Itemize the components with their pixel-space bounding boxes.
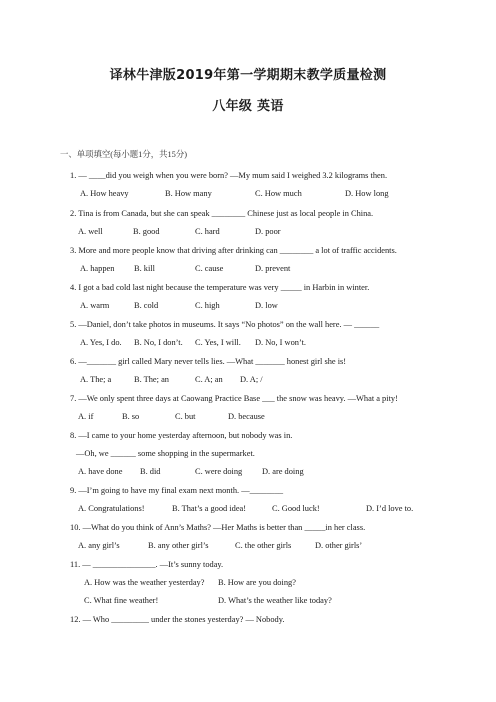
option: C. were doing — [195, 467, 243, 476]
option: A. How was the weather yesterday? — [84, 578, 205, 587]
question-3: 3. More and more people know that driving after drinking can ________ a lot of traffic accidents. — [70, 246, 397, 255]
option: C. What fine weather! — [84, 596, 159, 605]
option: D. other girls’ — [315, 541, 363, 550]
question-8: 8. —I came to your home yesterday afternoon, but nobody was in. — [70, 431, 293, 440]
option: A. have done — [78, 467, 123, 476]
option: B. How are you doing? — [218, 578, 296, 587]
option: B. good — [133, 227, 160, 236]
question-2: 2. Tina is from Canada, but she can speak ________ Chinese just as local people in China. — [70, 209, 374, 218]
option: B. cold — [134, 301, 159, 310]
option: A. if — [78, 412, 94, 421]
option: D. low — [255, 301, 278, 310]
question-6: 6. —_______ girl called Mary never tells lies. —What _______ honest girl she is! — [70, 357, 347, 366]
option: B. The; an — [134, 375, 169, 384]
option: A. Yes, I do. — [80, 338, 122, 347]
question-1: 1. — ____did you weigh when you were born? —My mum said I weighed 3.2 kilograms then. — [70, 171, 388, 180]
option: A. happen — [80, 264, 115, 273]
question-8-reply: —Oh, we ______ some shopping in the supermarket. — [76, 449, 255, 458]
question-11: 11. — _______________. —It’s sunny today. — [70, 560, 224, 569]
option: C. the other girls — [235, 541, 292, 550]
option: C. but — [175, 412, 196, 421]
option: D. How long — [345, 189, 389, 198]
option: C. high — [195, 301, 220, 310]
option: A. Congratulations! — [78, 504, 145, 513]
question-5: 5. —Daniel, don’t take photos in museums. It says “No photos” on the wall here. — ______ — [70, 320, 380, 329]
option: B. That’s a good idea! — [172, 504, 247, 513]
exam-subtitle: 八年级 英语 — [212, 99, 284, 114]
option: C. Yes, I will. — [195, 338, 241, 347]
section-heading: 一、单项填空(每小题1分，共15分) — [60, 150, 188, 159]
option: C. cause — [195, 264, 224, 273]
option: B. so — [122, 412, 140, 421]
option: B. any other girl’s — [148, 541, 209, 550]
question-7: 7. —We only spent three days at Caowang Practice Base ___ the snow was heavy. —What a pity! — [70, 394, 398, 403]
option: A. The; a — [80, 375, 112, 384]
option: D. A; / — [240, 375, 263, 384]
question-9: 9. —I’m going to have my final exam next month. —________ — [70, 486, 284, 495]
option: D. prevent — [255, 264, 291, 273]
question-4: 4. I got a bad cold last night because the temperature was very _____ in Harbin in winter. — [70, 283, 370, 292]
option: C. hard — [195, 227, 220, 236]
option: D. poor — [255, 227, 281, 236]
option: C. A; an — [195, 375, 223, 384]
option: D. What’s the weather like today? — [218, 596, 332, 605]
option: D. No, I won’t. — [255, 338, 307, 347]
option: A. warm — [80, 301, 110, 310]
option: B. No, I don’t. — [134, 338, 183, 347]
option: C. Good luck! — [272, 504, 320, 513]
option: B. kill — [134, 264, 155, 273]
option: B. How many — [165, 189, 212, 198]
option: A. How heavy — [80, 189, 129, 198]
option: D. I’d love to. — [366, 504, 414, 513]
option: D. because — [228, 412, 265, 421]
option: B. did — [140, 467, 161, 476]
option: A. well — [78, 227, 103, 236]
question-12: 12. — Who _________ under the stones yesterday? — Nobody. — [70, 615, 285, 624]
option: C. How much — [255, 189, 302, 198]
exam-title: 译林牛津版2019年第一学期期末教学质量检测 — [109, 68, 387, 83]
option: A. any girl’s — [78, 541, 120, 550]
question-10: 10. —What do you think of Ann’s Maths? —Her Maths is better than _____in her class. — [70, 523, 366, 532]
option: D. are doing — [262, 467, 304, 476]
